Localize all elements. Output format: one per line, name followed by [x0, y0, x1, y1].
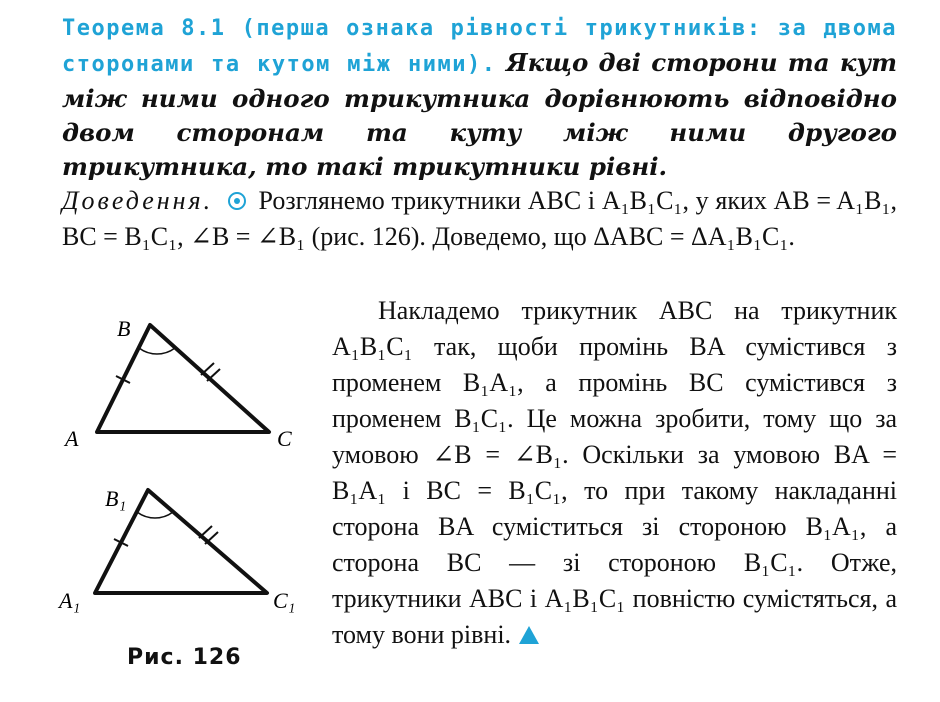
theorem-heading: Теорема 8.1 (перша ознака рівності трикутників: за двома сторонами та кутом між ними).: [62, 16, 897, 77]
end-of-proof-icon: [519, 626, 539, 644]
label-c: C: [277, 426, 292, 451]
label-a1: A₁: [59, 588, 81, 613]
proof-start-icon: [228, 192, 246, 210]
tick-bc-2: [207, 369, 220, 381]
triangle-abc: [97, 325, 269, 432]
angle-b-arc: [139, 348, 175, 354]
label-a: A: [65, 426, 79, 451]
label-b1: B₁: [105, 486, 127, 511]
proof-intro-block: [62, 183, 897, 255]
proof-intro-text: Розглянемо трикутники ABC і A₁B₁C₁, у яких AB = A₁B₁, BC = B₁C₁, ∠B = ∠B₁ (рис. 126). Доведемо, що ΔABC = ΔA₁B₁C₁.: [62, 186, 898, 251]
triangles-drawing: [55, 310, 330, 640]
label-c1: C₁: [273, 588, 296, 613]
proof-paragraph-text: Накладемо трикутник ABC на трикутник A₁B₁C₁ так, щоби промінь BA сумістився з променем B₁A₁, а промінь BC сумістився з променем B₁C₁. Це можна зробити, тому що за умовою ∠B = ∠B₁. Оскільки за умовою BA = B₁A₁ і BC = B₁C₁, то при такому накладанні сторона BA суміститься зі стороною B₁A₁, а сторона BC — зі стороною B₁C₁. Отже, трикутники ABC і A₁B₁C₁ повністю сумістяться, а тому вони рівні.: [332, 296, 897, 649]
tick-bc-1: [201, 363, 214, 375]
angle-b1-arc: [137, 512, 173, 518]
label-b: B: [117, 316, 131, 341]
tick-b1c1-1: [199, 526, 212, 538]
tick-b1c1-2: [205, 532, 218, 544]
proof-label: Доведення.: [62, 186, 214, 215]
proof-paragraph: [332, 293, 897, 653]
theorem-block: [62, 10, 897, 184]
figure-caption: Рис. 126: [127, 645, 242, 670]
figure-126: [55, 310, 330, 690]
theorem-statement: Якщо дві сторони та кут між ними одного трикутника дорівнюють відповідно двом сторонам та куту між ними другого трикутника, то такі трикутники рівні.: [62, 48, 898, 181]
